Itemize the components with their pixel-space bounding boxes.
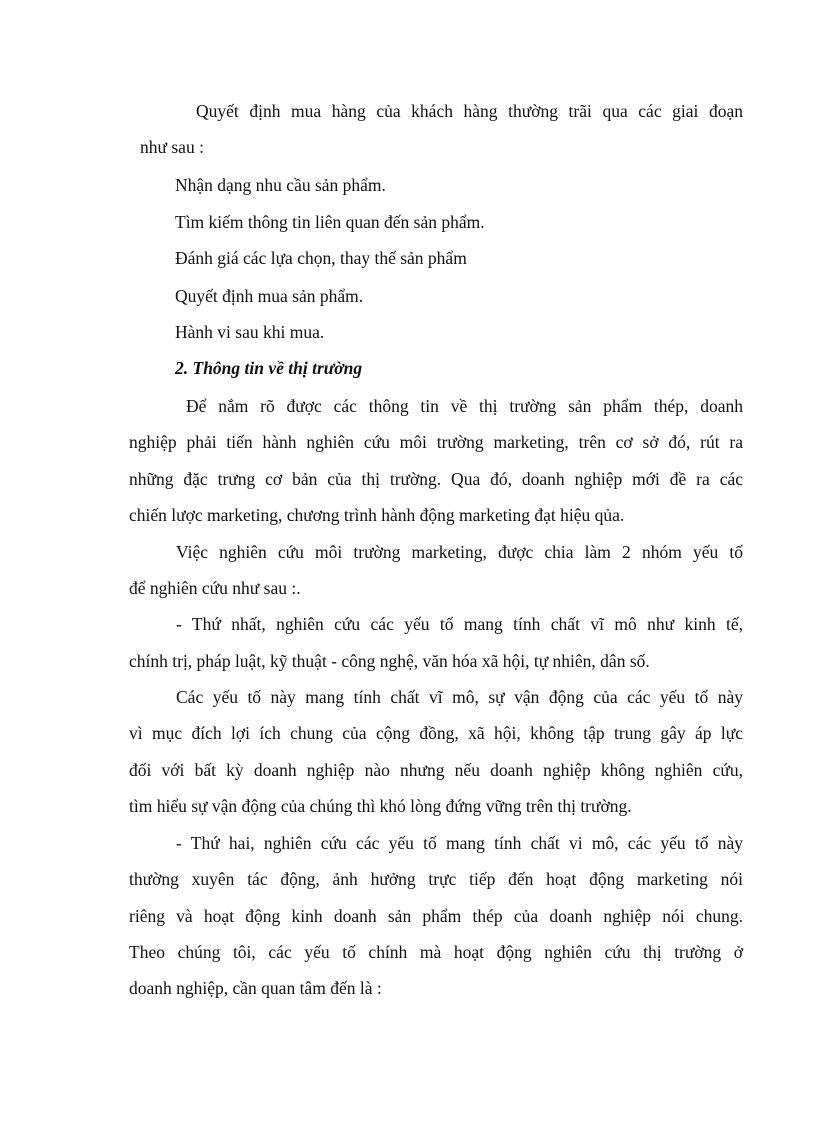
paragraph-line: vì mục đích lợi ích chung của cộng đồng, xã hội, không tập trung gây áp lực	[129, 723, 743, 743]
paragraph-line: riêng và hoạt động kinh doanh sản phẩm thép của doanh nghiệp nói chung.	[129, 906, 743, 926]
paragraph-line: thường xuyên tác động, ảnh hưởng trực tiếp đến hoạt động marketing nói	[129, 869, 743, 889]
paragraph-line: để nghiên cứu như sau :.	[129, 578, 301, 598]
paragraph-line: Để nắm rõ được các thông tin về thị trường sản phẩm thép, doanh	[186, 396, 743, 416]
paragraph-line: doanh nghiệp, cần quan tâm đến là :	[129, 978, 382, 998]
stage-item: Quyết định mua sản phẩm.	[175, 286, 364, 306]
section-heading: 2. Thông tin về thị trường	[175, 358, 363, 378]
paragraph-line: chính trị, pháp luật, kỹ thuật - công nghệ, văn hóa xã hội, tự nhiên, dân số.	[129, 651, 650, 671]
intro-line-2: như sau :	[140, 137, 204, 157]
paragraph-line: chiến lược marketing, chương trình hành động marketing đạt hiệu qủa.	[129, 505, 625, 525]
paragraph-line: Các yếu tố này mang tính chất vĩ mô, sự vận động của các yếu tố này	[176, 687, 743, 707]
paragraph-line: tìm hiểu sự vận động của chúng thì khó lòng đứng vững trên thị trường.	[129, 796, 632, 816]
stage-item: Nhận dạng nhu cầu sản phẩm.	[175, 175, 386, 195]
paragraph-line: - Thứ hai, nghiên cứu các yếu tố mang tính chất vi mô, các yếu tố này	[176, 833, 743, 853]
paragraph-line: nghiệp phải tiến hành nghiên cứu môi trường marketing, trên cơ sở đó, rút ra	[129, 432, 743, 452]
paragraph-line: những đặc trưng cơ bản của thị trường. Qua đó, doanh nghiệp mới đề ra các	[129, 469, 743, 489]
stage-item: Đánh giá các lựa chọn, thay thế sản phẩm	[175, 248, 467, 268]
paragraph-line: đối với bất kỳ doanh nghiệp nào nhưng nếu doanh nghiệp không nghiên cứu,	[129, 760, 743, 780]
paragraph-line: Theo chúng tôi, các yếu tố chính mà hoạt động nghiên cứu thị trường ở	[129, 942, 743, 962]
stage-item: Tìm kiếm thông tin liên quan đến sản phẩm.	[175, 212, 485, 232]
paragraph-line: - Thứ nhất, nghiên cứu các yếu tố mang tính chất vĩ mô như kinh tế,	[176, 614, 743, 634]
intro-line-1: Quyết định mua hàng của khách hàng thường trãi qua các giai đoạn	[196, 101, 743, 121]
paragraph-line: Việc nghiên cứu môi trường marketing, được chia làm 2 nhóm yếu tố	[176, 542, 743, 562]
stage-item: Hành vi sau khi mua.	[175, 322, 325, 342]
